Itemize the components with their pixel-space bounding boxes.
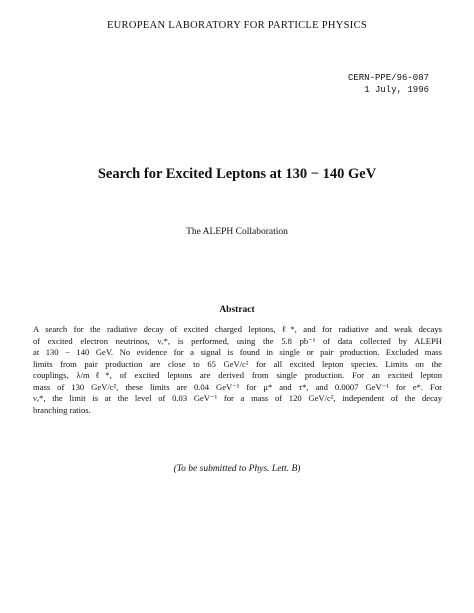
abstract-body [33,324,442,416]
submission-note: (To be submitted to Phys. Lett. B) [173,464,301,474]
report-info [348,72,429,96]
abstract-heading: Abstract [219,305,255,315]
abstract-line: mass of 130 GeV/c², these limits are 0.04 GeV⁻¹ for μ* and τ*, and 0.0007 GeV⁻¹ for e*. For [33,381,442,392]
report-number: CERN-PPE/96-087 [347,73,429,83]
report-date: 1 July, 1996 [364,85,429,95]
abstract-line: branching ratios. [33,404,91,415]
abstract-line: couplings, λ/mℓ*, of excited leptons are derived from single production. For an excited lepton [33,370,442,380]
abstract-line: at 130 − 140 GeV. No evidence for a signal is found in single or pair production. Excluded mass [33,347,442,357]
abstract-line: A search for the radiative decay of excited charged leptons, ℓ*, and for radiative and weak decays [33,324,442,334]
institution-name: EUROPEAN LABORATORY FOR PARTICLE PHYSICS [106,20,368,31]
abstract-line: of excited electron neutrinos, νₑ*, is performed, using the 5.8 pb⁻¹ of data collected by ALEPH [33,335,442,346]
abstract-line: νₑ*, the limit is at the level of 0.03 GeV⁻¹ for a mass of 120 GeV/c², independent of the decay [33,393,442,403]
paper-title: Search for Excited Leptons at 130 − 140 GeV [97,166,377,182]
author-list: The ALEPH Collaboration [186,227,288,237]
abstract-line: limits from pair production are close to 65 GeV/c² for all excited lepton species. Limits on the [33,358,442,369]
